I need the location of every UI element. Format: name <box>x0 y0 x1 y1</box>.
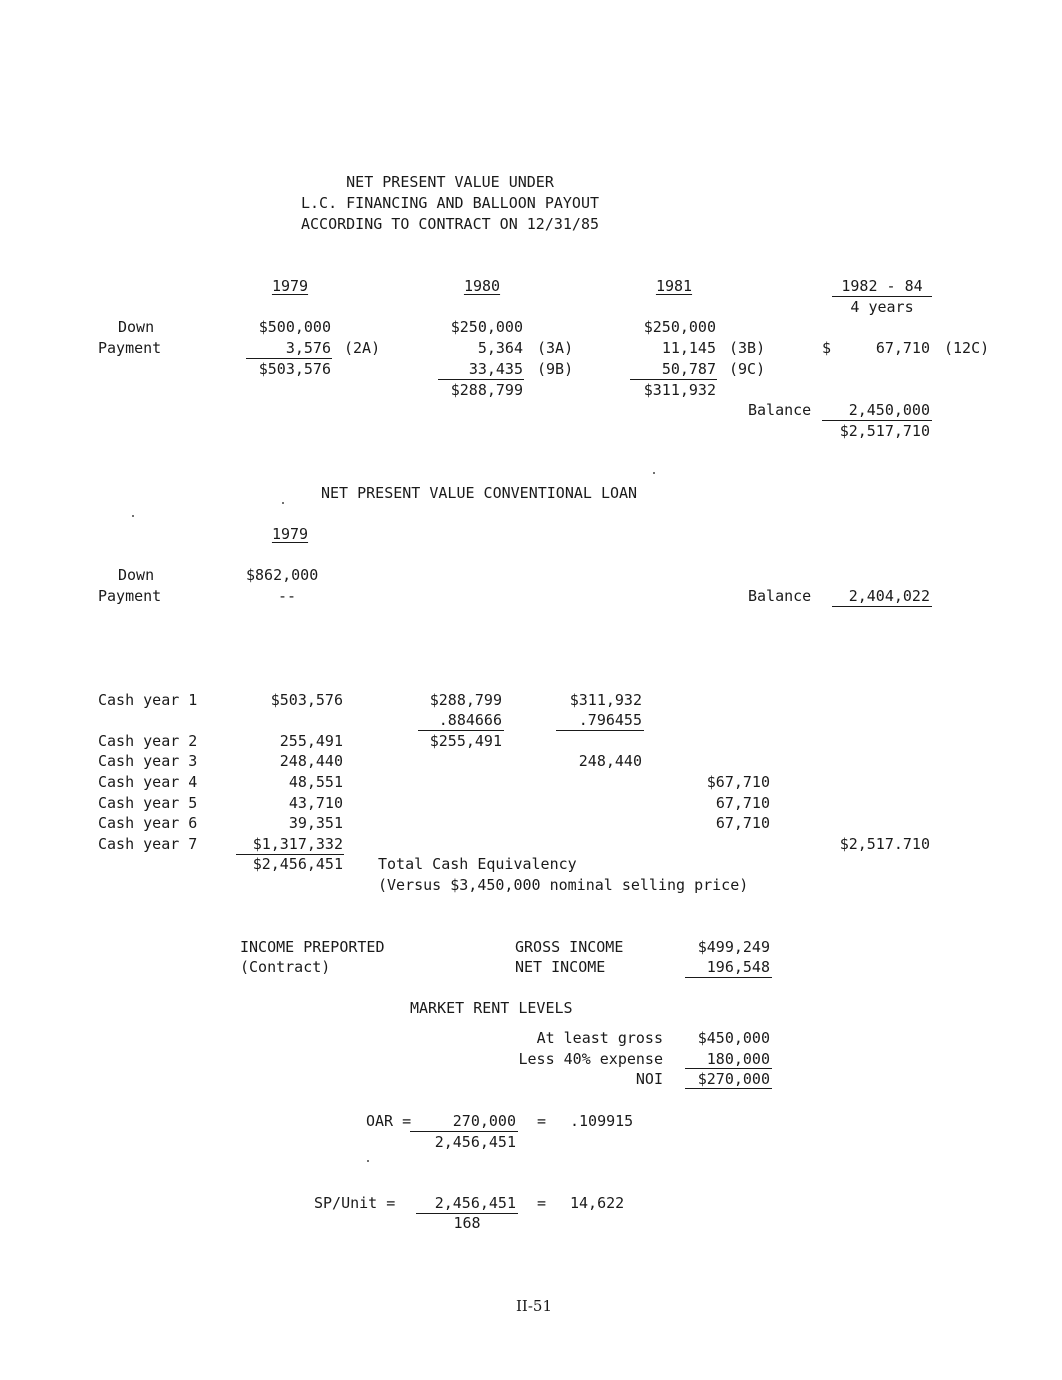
balloon-final: $2,517.710 <box>839 835 930 853</box>
sp-numerator: 2,456,451 <box>434 1194 516 1212</box>
net-income-rule <box>685 977 772 978</box>
balloon-payment: $67,710 <box>706 773 770 791</box>
down-label: Down <box>118 318 155 336</box>
market-row-value: $450,000 <box>697 1029 770 1047</box>
speck <box>653 472 655 474</box>
market-rent-title: MARKET RENT LEVELS <box>410 999 573 1017</box>
lc-1980-down: $250,000 <box>450 318 523 336</box>
lc-1982-value: 67,710 <box>875 339 930 357</box>
lc-balance-rule <box>822 420 932 421</box>
calc-1981-result: 248,440 <box>578 752 642 770</box>
title-line-2: L.C. FINANCING AND BALLOON PAYOUT <box>300 194 599 212</box>
market-row-value: 180,000 <box>706 1050 770 1068</box>
balloon-payment: 67,710 <box>715 814 770 832</box>
lc-balance-value: 2,450,000 <box>848 401 930 419</box>
cash-year-value: $1,317,332 <box>252 835 343 853</box>
sp-result: 14,622 <box>570 1194 625 1212</box>
year-1982-84-header: 1982 - 84 <box>841 277 923 295</box>
sp-unit-label: SP/Unit = <box>314 1194 396 1212</box>
cash-year-value: 39,351 <box>288 814 343 832</box>
conv-down-value: $862,000 <box>246 566 319 584</box>
conv-payment-label: Payment <box>98 587 162 605</box>
lc-1980-note-b: (9B) <box>537 360 574 378</box>
balloon-payment: 67,710 <box>715 794 770 812</box>
cash-total: $2,456,451 <box>252 855 343 873</box>
conv-balance-value: 2,404,022 <box>848 587 930 605</box>
payment-label: Payment <box>98 339 162 357</box>
nominal-price-note: (Versus $3,450,000 nominal selling price) <box>378 876 749 894</box>
cash-year-label: Cash year 6 <box>98 814 198 832</box>
lc-1980-rule <box>438 379 524 380</box>
cash-year-value: 48,551 <box>288 773 343 791</box>
income-contract-label: (Contract) <box>240 958 331 976</box>
conv-balance-label: Balance <box>748 587 812 605</box>
calc-1980-rule <box>418 730 504 731</box>
lc-balance-label: Balance <box>748 401 812 419</box>
lc-1979-rule <box>246 358 332 359</box>
calc-1981-rule <box>556 730 644 731</box>
net-income-label: NET INCOME <box>515 958 606 976</box>
conventional-loan-title: NET PRESENT VALUE CONVENTIONAL LOAN <box>321 484 638 502</box>
oar-label: OAR = <box>366 1112 412 1130</box>
speck <box>132 515 134 517</box>
cash-year-label: Cash year 7 <box>98 835 198 853</box>
title-line-1: NET PRESENT VALUE UNDER <box>346 173 554 191</box>
net-income-value: 196,548 <box>706 958 770 976</box>
speck <box>367 1160 369 1162</box>
lc-1981-interest: 11,145 <box>661 339 716 357</box>
lc-1981-total: $311,932 <box>643 381 716 399</box>
lc-1981-npv: 50,787 <box>661 360 716 378</box>
lc-1980-note-a: (3A) <box>537 339 574 357</box>
lc-1979-note: (2A) <box>344 339 381 357</box>
income-reported-label: INCOME PREPORTED <box>240 938 385 956</box>
calc-1981-factor: .796455 <box>578 711 642 729</box>
lc-1979-total: $503,576 <box>258 360 331 378</box>
calc-1980-amount: $288,799 <box>429 691 502 709</box>
market-row-label: At least gross <box>536 1029 663 1047</box>
calc-1980-factor: .884666 <box>438 711 502 729</box>
four-years-label: 4 years <box>850 298 914 316</box>
cash-year-label: Cash year 5 <box>98 794 198 812</box>
gross-income-label: GROSS INCOME <box>515 938 624 956</box>
cash-year-label: Cash year 4 <box>98 773 198 791</box>
market-rule <box>685 1088 772 1089</box>
sp-denominator: 168 <box>453 1214 481 1232</box>
lc-1980-total: $288,799 <box>450 381 523 399</box>
cash-year-value: $503,576 <box>270 691 343 709</box>
oar-equals: = <box>537 1112 547 1130</box>
market-row-label: Less 40% expense <box>518 1050 663 1068</box>
cash-year-value: 43,710 <box>288 794 343 812</box>
market-row-value: $270,000 <box>697 1070 770 1088</box>
oar-numerator: 270,000 <box>452 1112 516 1130</box>
speck <box>282 502 284 504</box>
page-number: II-51 <box>516 1297 553 1315</box>
lc-1981-note-a: (3B) <box>729 339 766 357</box>
conv-year-header: 1979 <box>271 525 309 543</box>
conv-balance-rule <box>832 606 932 607</box>
cash-year-value: 255,491 <box>279 732 343 750</box>
lc-grand-total: $2,517,710 <box>839 422 930 440</box>
lc-1980-npv: 33,435 <box>468 360 523 378</box>
total-cash-equivalency-label: Total Cash Equivalency <box>378 855 577 873</box>
lc-1979-interest: 3,576 <box>285 339 331 357</box>
lc-1982-dollar: $ <box>822 339 832 357</box>
lc-1979-down: $500,000 <box>258 318 331 336</box>
sp-equals: = <box>537 1194 547 1212</box>
cash-year-label: Cash year 2 <box>98 732 198 750</box>
lc-1981-note-b: (9C) <box>729 360 766 378</box>
lc-1982-note: (12C) <box>944 339 990 357</box>
lc-1981-down: $250,000 <box>643 318 716 336</box>
year-1981-header: 1981 <box>655 277 693 295</box>
cash-year-value: 248,440 <box>279 752 343 770</box>
year-1980-header: 1980 <box>463 277 501 295</box>
lc-1980-interest: 5,364 <box>477 339 523 357</box>
lc-1981-rule <box>630 379 717 380</box>
conv-down-label: Down <box>118 566 155 584</box>
title-line-3: ACCORDING TO CONTRACT ON 12/31/85 <box>300 215 599 233</box>
header-divider <box>832 296 932 297</box>
market-rule <box>685 1068 772 1069</box>
calc-1981-amount: $311,932 <box>569 691 642 709</box>
cash-year-label: Cash year 1 <box>98 691 198 709</box>
cash-year-label: Cash year 3 <box>98 752 198 770</box>
oar-denominator: 2,456,451 <box>434 1133 516 1151</box>
year-1979-header: 1979 <box>271 277 309 295</box>
oar-result: .109915 <box>570 1112 634 1130</box>
gross-income-value: $499,249 <box>697 938 770 956</box>
oar-fraction-bar <box>410 1131 518 1132</box>
conv-dash: -- <box>278 587 297 605</box>
market-row-label: NOI <box>635 1070 663 1088</box>
calc-1980-result: $255,491 <box>429 732 502 750</box>
